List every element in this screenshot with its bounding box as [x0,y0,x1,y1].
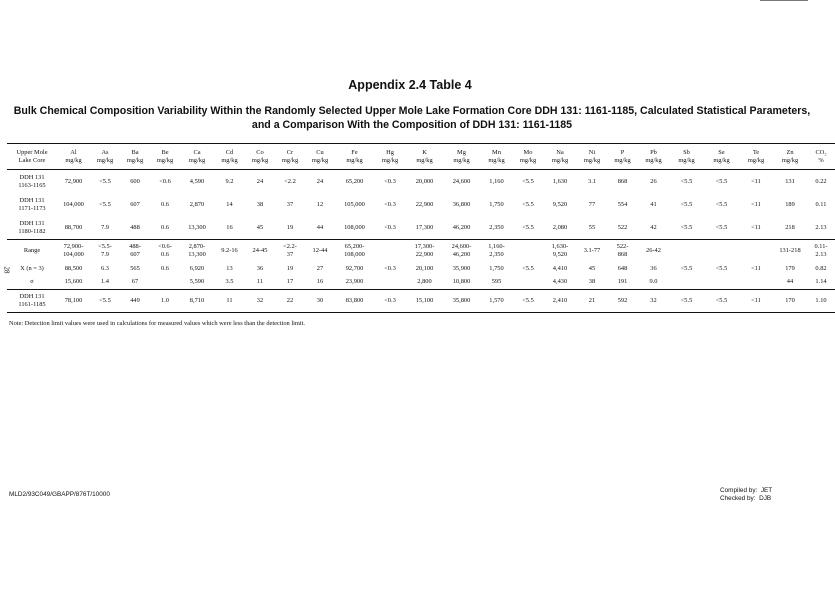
title-line-1: Bulk Chemical Composition Variability Within the Randomly Selected Upper Mole Lake Formation Core DDH 131: 1161-1185, Calculated Statistical Parameters, [13,105,811,117]
table-cell: 0.6 [161,264,169,272]
column-header: Hg mg/kg [374,144,406,170]
table-cell: 83,800 [335,290,374,313]
page-side-mark: 28 [2,266,11,274]
table-cell: 67 [131,278,139,286]
table-cell: <5.5 [680,223,693,231]
table-cell: 38 [588,278,596,286]
column-header: Ca mg/kg [180,144,214,170]
column-header: Te mg/kg [739,144,773,170]
table-cell: 131 [785,177,795,185]
table-cell: 218 [785,223,795,231]
table-note: Note: Detection limit values were used in calculations for measured values which were less than the detection limit. [9,320,306,327]
table-cell: <5.5 [704,290,739,313]
table-cell: 0.11 [815,200,827,208]
table-cell: 15,600 [64,278,83,286]
column-header: Ni mg/kg [577,144,607,170]
appendix-heading: Appendix 2.4 Table 4 [348,78,472,92]
column-header: CO₂ % [807,144,835,170]
table-cell: 108,000 [344,223,365,231]
row-label: DDH 131 1171-1173 [18,196,46,212]
row-label: σ [30,278,34,286]
table-cell: 1,570 [480,290,513,313]
table-cell: 26-42 [638,240,669,263]
table-cell: <5.5 [99,177,111,185]
table-cell: <5.5 [669,290,704,313]
table-cell: 9.2 [225,177,234,185]
table-row [7,216,835,240]
table-cell: 17 [286,278,294,286]
table-cell: 38 [256,200,264,208]
table-cell: 104,000 [63,200,84,208]
table-cell: 17,300 [415,223,434,231]
table-row [7,275,835,290]
table-cell: 9,520 [552,200,568,208]
table-cell: 2.13 [815,223,827,231]
table-row [7,170,835,194]
table-cell: 27 [316,264,324,272]
table-cell: 42 [650,223,657,231]
table-cell: 3.5 [225,278,234,286]
table-cell: 1.0 [150,290,180,313]
table-cell: <2.2 [284,177,296,185]
table-cell [739,240,773,263]
table-cell: 9.2-16 [214,240,245,263]
table-cell: 24 [316,177,324,185]
table-cell: 41 [650,200,657,208]
table-cell: 488 [130,223,140,231]
table-cell: 1,160 [489,177,504,185]
table-cell: 14 [226,200,233,208]
table-cell: 32 [638,290,669,313]
signoff-block [720,487,772,503]
column-header: Ba mg/kg [120,144,150,170]
table-cell: 0.6 [161,223,169,231]
table-cell: 592 [607,290,638,313]
table-cell: 46,200 [452,223,471,231]
table-cell: <5.5 [715,264,728,272]
table-cell: <5.5 [715,177,728,185]
table-cell: 0.82 [815,264,827,272]
table-row [7,193,835,216]
table-cell: 37 [286,200,294,208]
table-cell: 36 [256,264,264,272]
table-cell: 179 [785,264,795,272]
table-cell: 13 [226,264,233,272]
table-cell: 6.3 [101,264,109,272]
table-cell: 5,590 [189,278,205,286]
table-cell: <11 [751,264,761,272]
table-cell: <11 [751,177,761,185]
table-cell: 4,410 [552,264,568,272]
table-cell: <5.5 [715,200,728,208]
column-header: Na mg/kg [543,144,577,170]
table-cell: 7.9 [101,223,109,231]
column-header: Be mg/kg [150,144,180,170]
table-cell: 191 [617,278,628,286]
table-cell: 36 [650,264,657,272]
column-header: Mo mg/kg [513,144,543,170]
table-cell: 2,870- 13,300 [180,240,214,263]
table-cell: 23,900 [345,278,364,286]
table-cell: <0.3 [384,177,396,185]
table-cell: 72,900 [64,177,83,185]
table-cell: 24,600- 46,200 [443,240,480,263]
checked-by: Checked by: DJB [720,495,772,502]
table-cell: 2,800 [417,278,432,286]
column-header: Upper Mole Lake Core [7,144,57,170]
corner-mark [760,0,808,4]
table-cell [374,275,406,290]
table-cell: <5.5 [522,177,534,185]
table-cell: 11 [214,290,245,313]
table-cell: 88,500 [64,264,83,272]
table-cell: 16 [226,223,233,231]
column-header: Co mg/kg [245,144,275,170]
column-header: Zn mg/kg [773,144,807,170]
table-cell: 35,900 [452,264,471,272]
table-cell: 21 [577,290,607,313]
table-cell: <5.5 [715,223,728,231]
table-cell: 0.22 [815,177,827,185]
table-cell: <5.5- 7.9 [90,240,120,263]
table-cell: 2,870 [189,200,205,208]
table-cell: 565 [130,264,140,272]
row-label: DDH 131 1180-1182 [18,219,46,235]
table-cell: 600 [130,177,140,185]
table-cell: 16 [316,278,324,286]
table-cell: 13,300 [188,223,206,231]
table-cell: 9.0 [649,278,658,286]
table-row [7,262,835,275]
table-cell [374,240,406,263]
table-cell: 12 [316,200,324,208]
table-cell: 3.1 [588,177,596,185]
composition-table [7,143,835,313]
table-cell: 20,100 [415,264,434,272]
table-cell: 1,750 [489,200,504,208]
table-cell: 15,100 [406,290,443,313]
table-cell: 488- 607 [120,240,150,263]
table-cell [150,275,180,290]
column-header: As mg/kg [90,144,120,170]
table-cell: <2.2- 37 [275,240,305,263]
table-cell: 45 [256,223,264,231]
table-cell: 45 [588,264,596,272]
table-cell: <0.3 [384,264,396,272]
table-cell: 1,160- 2,350 [480,240,513,263]
table-cell: 1.10 [807,290,835,313]
table-cell: 449 [120,290,150,313]
table-cell [704,275,739,290]
table-cell: 2,410 [543,290,577,313]
table-cell: 32 [245,290,275,313]
table-cell: <0.6- 0.6 [150,240,180,263]
compiled-by: Compiled by: JET [720,487,773,494]
table-cell: 20,000 [415,177,434,185]
table-cell: 4,590 [189,177,205,185]
table-cell: 522 [617,223,628,231]
column-header: P mg/kg [607,144,638,170]
table-cell: 26 [650,177,657,185]
table-cell: 24 [256,177,264,185]
table-cell: <5.5 [680,264,693,272]
table-cell: 8,710 [180,290,214,313]
table-cell: 868 [617,177,628,185]
table-cell: <0.6 [159,177,171,185]
table-cell [739,275,773,290]
table-cell: 4,430 [552,278,568,286]
row-label: DDH 131 1161-1185 [7,290,57,313]
column-header: K mg/kg [406,144,443,170]
table-cell: <5.5 [522,264,534,272]
row-label: Range [7,240,57,263]
title-line-2: and a Comparison With the Composition of DDH 131: 1161-1185 [251,119,573,131]
table-cell: 105,000 [344,200,365,208]
table-cell: <5.5 [522,200,534,208]
table-cell: 595 [491,278,502,286]
table-cell: 10,800 [452,278,471,286]
column-header: Sb mg/kg [669,144,704,170]
column-header: Cu mg/kg [305,144,335,170]
table-cell: <11 [751,200,761,208]
table-cell: 35,800 [443,290,480,313]
table-cell: 554 [617,200,628,208]
table-cell: <0.3 [384,223,396,231]
column-header: Cr mg/kg [275,144,305,170]
table-cell: 24-45 [245,240,275,263]
table-cell: 1,630- 9,520 [543,240,577,263]
table-cell: 0.11- 2.13 [807,240,835,263]
table-cell: 55 [588,223,596,231]
table-cell: 88,700 [64,223,83,231]
table-cell: 65,200- 108,000 [335,240,374,263]
table-cell: <0.3 [374,290,406,313]
table-header-row [7,144,835,170]
table-cell: 77 [588,200,596,208]
table-row [7,290,835,313]
column-header: Mn mg/kg [480,144,513,170]
table-cell: <11 [739,290,773,313]
column-header: Fe mg/kg [335,144,374,170]
document-code: MLD2/93C049/GBAPP/876T/10000 [9,491,110,498]
table-cell: 1.4 [101,278,109,286]
row-label: X (n = 3) [20,264,44,272]
table-cell: <5.5 [680,177,693,185]
table-cell: 522- 868 [607,240,638,263]
table-cell: <5.5 [99,200,111,208]
table-cell [669,275,704,290]
table-cell: 22 [275,290,305,313]
table-cell: 78,100 [57,290,90,313]
table-cell: <0.3 [384,200,396,208]
column-header: Al mg/kg [57,144,90,170]
table-cell: 189 [785,200,795,208]
table-cell: 92,700 [345,264,364,272]
table-cell: 19 [286,223,294,231]
table-cell: 24,600 [452,177,471,185]
table-cell: 2,080 [552,223,568,231]
table-cell: 3.1-77 [577,240,607,263]
table-cell: 19 [286,264,294,272]
table-cell: 607 [130,200,140,208]
table-cell: <5.5 [680,200,693,208]
table-cell: 72,900- 104,000 [57,240,90,263]
table-cell: 1,750 [489,264,504,272]
table-cell: <11 [751,223,761,231]
table-cell: 1,630 [552,177,568,185]
table-cell [513,275,543,290]
table-cell: 17,300- 22,900 [406,240,443,263]
table-cell: 6,920 [189,264,205,272]
table-cell: 0.6 [161,200,169,208]
table-cell: 648 [617,264,628,272]
table-cell: 44 [786,278,794,286]
row-label: DDH 131 1163-1165 [18,173,46,189]
table-cell: 11 [256,278,264,286]
table-cell: 12-44 [305,240,335,263]
table-cell: 44 [316,223,324,231]
table-cell: 131-218 [773,240,807,263]
column-header: Mg mg/kg [443,144,480,170]
table-cell: 170 [773,290,807,313]
table-cell: 65,200 [345,177,364,185]
table-cell: <5.5 [522,223,534,231]
column-header: Pb mg/kg [638,144,669,170]
table-cell: 2,350 [489,223,504,231]
table-cell [669,240,704,263]
table-cell: 1.14 [815,278,827,286]
table-cell [513,240,543,263]
table-cell: 36,800 [452,200,471,208]
table-cell [704,240,739,263]
column-header: Se mg/kg [704,144,739,170]
table-title [8,104,816,132]
table-cell: 22,900 [415,200,434,208]
table-cell: <5.5 [90,290,120,313]
column-header: Cd mg/kg [214,144,245,170]
table-body [7,170,835,313]
table-cell: <5.5 [513,290,543,313]
table-cell: 30 [305,290,335,313]
table-row [7,240,835,263]
